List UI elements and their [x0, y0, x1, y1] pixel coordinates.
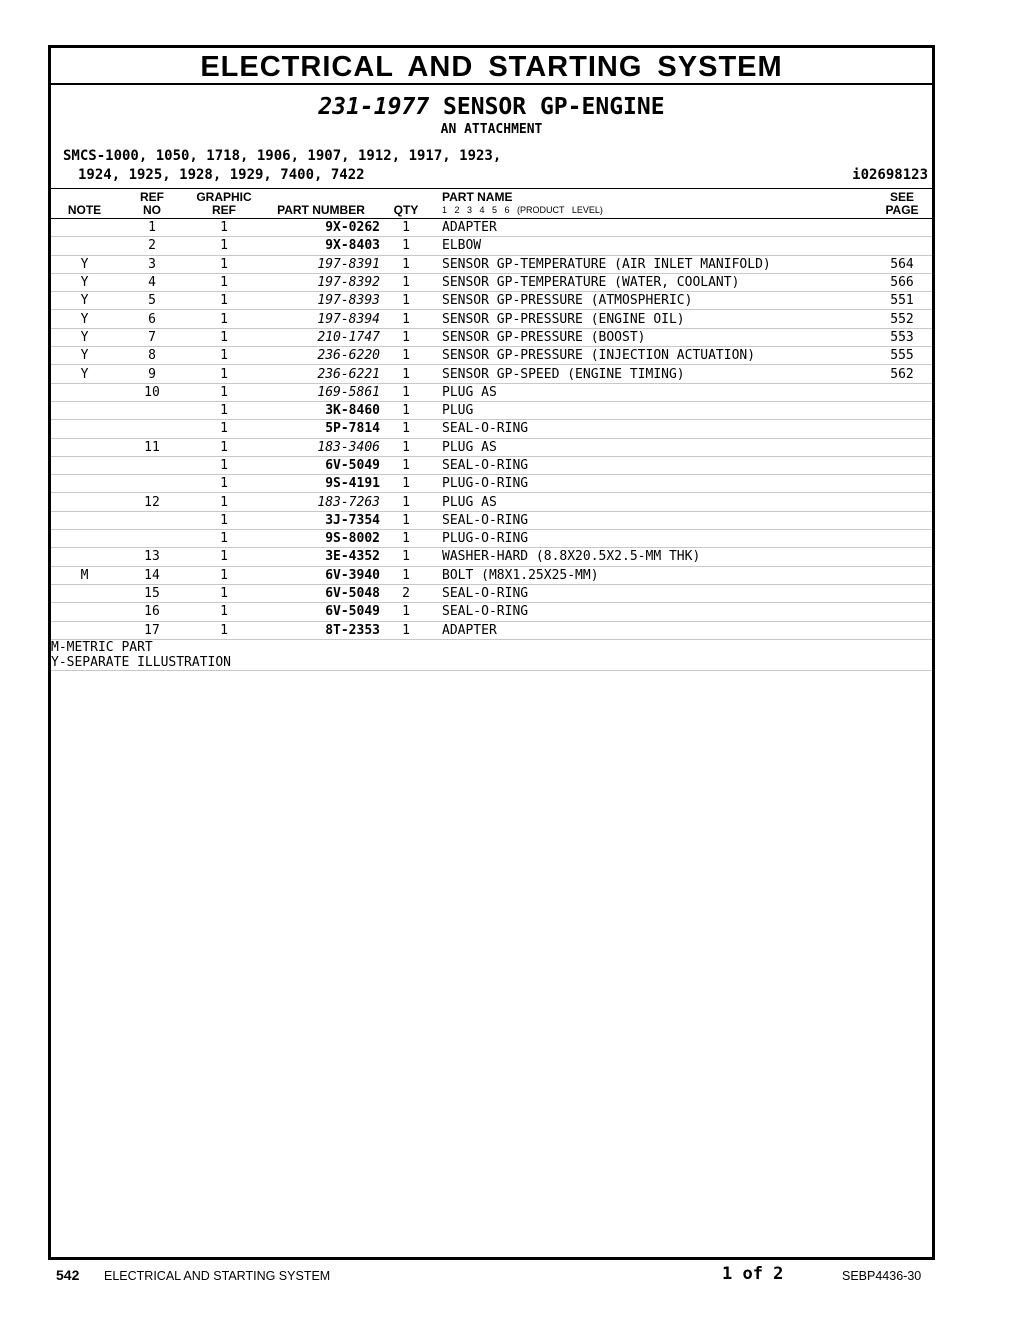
note-cell: Y: [51, 328, 118, 346]
ref-no-cell: 15: [118, 584, 186, 602]
h-ref-label: REF NO: [140, 190, 164, 217]
graphic-ref-cell: 1: [186, 530, 262, 548]
part-number-cell: 8T-2353: [262, 621, 386, 639]
qty-cell: 1: [386, 292, 426, 310]
see-page-cell: [872, 219, 932, 237]
part-name-cell: SEAL-O-RING: [426, 584, 872, 602]
part-number-cell: 197-8391: [262, 255, 386, 273]
note-cell: Y: [51, 310, 118, 328]
note-cell: [51, 493, 118, 511]
ref-no-cell: 4: [118, 273, 186, 291]
graphic-ref-cell: 1: [186, 347, 262, 365]
part-number-cell: 236-6220: [262, 347, 386, 365]
ref-no-cell: 1: [118, 219, 186, 237]
note-cell: [51, 401, 118, 419]
part-number-cell: 210-1747: [262, 328, 386, 346]
see-page-cell: [872, 237, 932, 255]
table-row: [51, 273, 932, 291]
note-cell: Y: [51, 292, 118, 310]
table-row: [51, 511, 932, 529]
ref-no-cell: 13: [118, 548, 186, 566]
graphic-ref-cell: 1: [186, 255, 262, 273]
part-number-cell: 197-8392: [262, 273, 386, 291]
note-cell: Y: [51, 255, 118, 273]
ref-no-cell: [118, 456, 186, 474]
see-page-cell: 564: [872, 255, 932, 273]
table-header-row: [51, 189, 932, 219]
ref-no-cell: [118, 401, 186, 419]
part-name-cell: SENSOR GP-TEMPERATURE (AIR INLET MANIFOLD): [426, 255, 872, 273]
see-page-cell: [872, 475, 932, 493]
see-page-cell: [872, 584, 932, 602]
ref-no-cell: [118, 475, 186, 493]
footer-page-number: 542: [56, 1267, 80, 1283]
part-number-cell: 6V-5049: [262, 603, 386, 621]
part-number-cell: 6V-5048: [262, 584, 386, 602]
see-page-cell: 555: [872, 347, 932, 365]
footnotes-row: [51, 639, 932, 670]
part-name-cell: SENSOR GP-PRESSURE (INJECTION ACTUATION): [426, 347, 872, 365]
part-name-cell: SENSOR GP-PRESSURE (BOOST): [426, 328, 872, 346]
see-page-cell: [872, 530, 932, 548]
qty-cell: 1: [386, 548, 426, 566]
table-row: [51, 310, 932, 328]
ref-no-cell: 10: [118, 383, 186, 401]
part-name-cell: SEAL-O-RING: [426, 603, 872, 621]
part-number-cell: 183-3406: [262, 438, 386, 456]
part-name-cell: WASHER-HARD (8.8X20.5X2.5-MM THK): [426, 548, 872, 566]
part-name-cell: SENSOR GP-TEMPERATURE (WATER, COOLANT): [426, 273, 872, 291]
see-page-cell: [872, 493, 932, 511]
part-number-cell: 6V-5049: [262, 456, 386, 474]
see-page-cell: 553: [872, 328, 932, 346]
part-number-cell: 3K-8460: [262, 401, 386, 419]
part-number-cell: 9S-8002: [262, 530, 386, 548]
table-row: [51, 347, 932, 365]
see-page-cell: 566: [872, 273, 932, 291]
table-row: [51, 292, 932, 310]
note-cell: [51, 456, 118, 474]
see-page-cell: 552: [872, 310, 932, 328]
table-row: [51, 401, 932, 419]
part-name-cell: SEAL-O-RING: [426, 511, 872, 529]
page-footer: [0, 1264, 1020, 1287]
part-name-cell: PLUG-O-RING: [426, 530, 872, 548]
qty-cell: 1: [386, 347, 426, 365]
part-name-cell: ADAPTER: [426, 219, 872, 237]
parts-table-body: [51, 219, 932, 640]
graphic-ref-cell: 1: [186, 310, 262, 328]
graphic-ref-cell: 1: [186, 219, 262, 237]
qty-cell: 1: [386, 328, 426, 346]
part-name-cell: PLUG AS: [426, 438, 872, 456]
qty-cell: 1: [386, 511, 426, 529]
table-row: [51, 255, 932, 273]
part-number-cell: 9X-0262: [262, 219, 386, 237]
part-name-cell: PLUG-O-RING: [426, 475, 872, 493]
ref-no-cell: 3: [118, 255, 186, 273]
part-name-cell: SEAL-O-RING: [426, 420, 872, 438]
note-cell: Y: [51, 347, 118, 365]
note-cell: [51, 438, 118, 456]
part-name-cell: SENSOR GP-SPEED (ENGINE TIMING): [426, 365, 872, 383]
qty-cell: 1: [386, 621, 426, 639]
group-title: [51, 93, 932, 121]
part-name-cell: SENSOR GP-PRESSURE (ENGINE OIL): [426, 310, 872, 328]
qty-cell: 1: [386, 273, 426, 291]
footer-section: ELECTRICAL AND STARTING SYSTEM: [104, 1269, 331, 1283]
graphic-ref-cell: 1: [186, 493, 262, 511]
footer-sheet: 1 of 2: [722, 1264, 784, 1284]
note-cell: [51, 603, 118, 621]
table-row: [51, 328, 932, 346]
part-number-cell: 197-8393: [262, 292, 386, 310]
table-row: [51, 237, 932, 255]
group-subtitle: AN ATTACHMENT: [440, 122, 543, 137]
qty-cell: 1: [386, 383, 426, 401]
note-cell: [51, 475, 118, 493]
section-title: ELECTRICAL AND STARTING SYSTEM: [51, 48, 932, 85]
see-page-cell: [872, 603, 932, 621]
table-row: [51, 603, 932, 621]
ref-no-cell: [118, 511, 186, 529]
note-cell: [51, 584, 118, 602]
graphic-ref-cell: 1: [186, 237, 262, 255]
see-page-cell: 562: [872, 365, 932, 383]
table-row: [51, 438, 932, 456]
part-name-cell: PLUG AS: [426, 493, 872, 511]
part-name-cell: ADAPTER: [426, 621, 872, 639]
ref-no-cell: 9: [118, 365, 186, 383]
table-row: [51, 621, 932, 639]
table-row: [51, 584, 932, 602]
graphic-ref-cell: 1: [186, 584, 262, 602]
note-cell: Y: [51, 365, 118, 383]
footer-doc-id: SEBP4436-30: [842, 1269, 922, 1283]
qty-cell: 1: [386, 456, 426, 474]
col-part-name: [426, 189, 872, 219]
ref-no-cell: 6: [118, 310, 186, 328]
smcs-line-2: 1924, 1925, 1928, 1929, 7400, 7422: [78, 167, 365, 183]
qty-cell: 1: [386, 603, 426, 621]
note-cell: [51, 530, 118, 548]
qty-cell: 1: [386, 237, 426, 255]
qty-cell: 1: [386, 493, 426, 511]
note-cell: Y: [51, 273, 118, 291]
part-number-cell: 183-7263: [262, 493, 386, 511]
note-cell: [51, 383, 118, 401]
graphic-ref-cell: 1: [186, 328, 262, 346]
table-row: [51, 493, 932, 511]
ref-no-cell: 8: [118, 347, 186, 365]
see-page-cell: [872, 401, 932, 419]
ref-no-cell: 14: [118, 566, 186, 584]
part-number-cell: 197-8394: [262, 310, 386, 328]
note-cell: [51, 237, 118, 255]
h-gref-label: GRAPHIC REF: [196, 190, 252, 217]
table-row: [51, 219, 932, 237]
qty-cell: 1: [386, 401, 426, 419]
col-qty: QTY: [386, 189, 426, 219]
part-name-cell: ELBOW: [426, 237, 872, 255]
see-page-cell: [872, 383, 932, 401]
qty-cell: 1: [386, 420, 426, 438]
note-cell: [51, 219, 118, 237]
col-see-page: [872, 189, 932, 219]
ref-no-cell: 2: [118, 237, 186, 255]
group-name: SENSOR GP-ENGINE: [443, 94, 665, 120]
footnote-separate-illustration: Y-SEPARATE ILLUSTRATION: [51, 654, 232, 670]
graphic-ref-cell: 1: [186, 566, 262, 584]
part-name-cell: PLUG: [426, 401, 872, 419]
col-ref-no: [118, 189, 186, 219]
footnotes: [51, 639, 932, 670]
group-part-number: 231-1977: [318, 94, 430, 120]
part-name-cell: BOLT (M8X1.25X25-MM): [426, 566, 872, 584]
see-page-cell: 551: [872, 292, 932, 310]
ref-no-cell: 12: [118, 493, 186, 511]
part-name-cell: PLUG AS: [426, 383, 872, 401]
table-row: [51, 548, 932, 566]
table-row: [51, 365, 932, 383]
note-cell: [51, 511, 118, 529]
qty-cell: 1: [386, 438, 426, 456]
part-number-cell: 236-6221: [262, 365, 386, 383]
graphic-ref-cell: 1: [186, 365, 262, 383]
ref-no-cell: 17: [118, 621, 186, 639]
part-number-cell: 3J-7354: [262, 511, 386, 529]
part-name-cell: SEAL-O-RING: [426, 456, 872, 474]
graphic-ref-cell: 1: [186, 621, 262, 639]
ref-no-cell: 7: [118, 328, 186, 346]
part-name-cell: SENSOR GP-PRESSURE (ATMOSPHERIC): [426, 292, 872, 310]
qty-cell: 1: [386, 365, 426, 383]
part-number-cell: 3E-4352: [262, 548, 386, 566]
parts-table: [51, 188, 932, 671]
see-page-cell: [872, 548, 932, 566]
ref-no-cell: 5: [118, 292, 186, 310]
qty-cell: 1: [386, 475, 426, 493]
graphic-ref-cell: 1: [186, 511, 262, 529]
table-row: [51, 383, 932, 401]
graphic-ref-cell: 1: [186, 603, 262, 621]
graphic-ref-cell: 1: [186, 383, 262, 401]
part-number-cell: 5P-7814: [262, 420, 386, 438]
h-see-label: SEE PAGE: [885, 190, 919, 217]
qty-cell: 1: [386, 255, 426, 273]
part-number-cell: 9S-4191: [262, 475, 386, 493]
graphic-ref-cell: 1: [186, 438, 262, 456]
note-cell: [51, 548, 118, 566]
qty-cell: 1: [386, 310, 426, 328]
qty-cell: 1: [386, 530, 426, 548]
qty-cell: 2: [386, 584, 426, 602]
see-page-cell: [872, 511, 932, 529]
note-cell: [51, 621, 118, 639]
graphic-ref-cell: 1: [186, 292, 262, 310]
graphic-ref-cell: 1: [186, 401, 262, 419]
col-note: NOTE: [51, 189, 118, 219]
illustration-id: i02698123: [852, 167, 928, 183]
qty-cell: 1: [386, 566, 426, 584]
part-number-cell: 9X-8403: [262, 237, 386, 255]
note-cell: M: [51, 566, 118, 584]
table-row: [51, 566, 932, 584]
smcs-line-1: SMCS-1000, 1050, 1718, 1906, 1907, 1912, 1917, 1923,: [63, 148, 502, 164]
ref-no-cell: [118, 530, 186, 548]
part-number-cell: 169-5861: [262, 383, 386, 401]
footnote-metric: M-METRIC PART: [51, 639, 153, 655]
table-row: [51, 420, 932, 438]
smcs-codes: [51, 147, 932, 185]
col-graphic-ref: [186, 189, 262, 219]
page-frame: [48, 45, 935, 1260]
ref-no-cell: [118, 420, 186, 438]
table-row: [51, 475, 932, 493]
see-page-cell: [872, 566, 932, 584]
ref-no-cell: 11: [118, 438, 186, 456]
table-row: [51, 530, 932, 548]
product-level-label: 1 2 3 4 5 6 (PRODUCT LEVEL): [442, 205, 603, 215]
graphic-ref-cell: 1: [186, 456, 262, 474]
see-page-cell: [872, 456, 932, 474]
part-name-label: PART NAME: [442, 190, 513, 204]
qty-cell: 1: [386, 219, 426, 237]
see-page-cell: [872, 438, 932, 456]
see-page-cell: [872, 420, 932, 438]
part-number-cell: 6V-3940: [262, 566, 386, 584]
col-part-number: PART NUMBER: [262, 189, 386, 219]
graphic-ref-cell: 1: [186, 548, 262, 566]
table-row: [51, 456, 932, 474]
graphic-ref-cell: 1: [186, 420, 262, 438]
graphic-ref-cell: 1: [186, 273, 262, 291]
group-header: [51, 93, 932, 139]
graphic-ref-cell: 1: [186, 475, 262, 493]
note-cell: [51, 420, 118, 438]
ref-no-cell: 16: [118, 603, 186, 621]
see-page-cell: [872, 621, 932, 639]
